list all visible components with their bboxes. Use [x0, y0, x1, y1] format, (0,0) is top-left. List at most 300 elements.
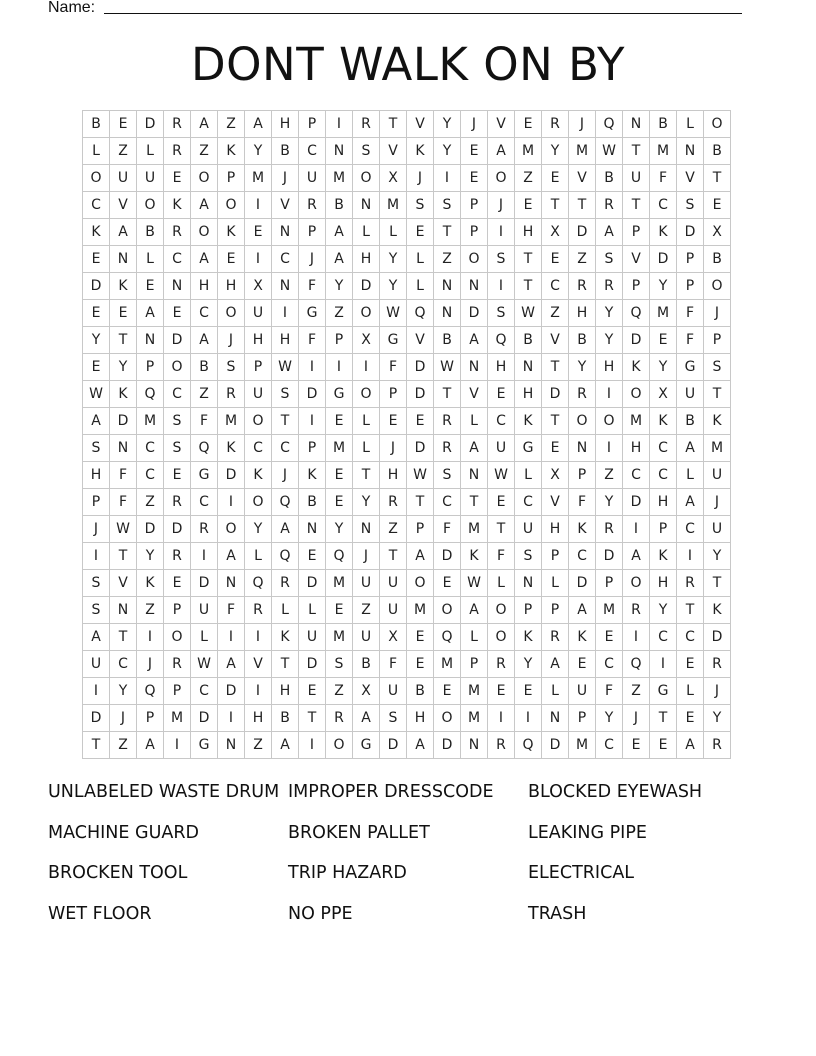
grid-cell: K: [110, 381, 137, 408]
grid-cell: P: [299, 219, 326, 246]
grid-cell: L: [461, 408, 488, 435]
grid-cell: E: [704, 192, 731, 219]
grid-cell: L: [299, 597, 326, 624]
grid-cell: H: [218, 273, 245, 300]
grid-cell: N: [353, 516, 380, 543]
grid-cell: C: [650, 624, 677, 651]
grid-cell: I: [218, 624, 245, 651]
grid-cell: N: [623, 111, 650, 138]
grid-cell: C: [515, 489, 542, 516]
grid-cell: R: [623, 597, 650, 624]
grid-cell: N: [272, 219, 299, 246]
grid-cell: G: [515, 435, 542, 462]
grid-cell: N: [515, 570, 542, 597]
grid-cell: V: [623, 246, 650, 273]
grid-cell: H: [191, 273, 218, 300]
grid-cell: L: [407, 246, 434, 273]
grid-cell: E: [434, 570, 461, 597]
grid-cell: N: [137, 327, 164, 354]
grid-cell: N: [110, 246, 137, 273]
grid-cell: P: [137, 705, 164, 732]
grid-cell: Y: [110, 678, 137, 705]
word-list-item: BROCKEN TOOL: [48, 863, 188, 883]
grid-cell: P: [650, 516, 677, 543]
grid-cell: E: [650, 732, 677, 759]
grid-cell: E: [488, 381, 515, 408]
grid-cell: A: [83, 624, 110, 651]
grid-cell: I: [83, 543, 110, 570]
grid-cell: D: [434, 543, 461, 570]
grid-cell: H: [488, 354, 515, 381]
grid-cell: H: [380, 462, 407, 489]
grid-cell: X: [704, 219, 731, 246]
grid-cell: L: [677, 678, 704, 705]
grid-cell: T: [569, 192, 596, 219]
grid-cell: R: [596, 516, 623, 543]
grid-cell: M: [218, 408, 245, 435]
grid-cell: E: [569, 651, 596, 678]
grid-cell: E: [407, 219, 434, 246]
grid-cell: E: [299, 678, 326, 705]
grid-cell: O: [326, 732, 353, 759]
grid-cell: V: [677, 165, 704, 192]
grid-cell: Y: [434, 111, 461, 138]
grid-cell: I: [326, 111, 353, 138]
grid-cell: C: [83, 192, 110, 219]
grid-cell: J: [407, 165, 434, 192]
grid-cell: M: [515, 138, 542, 165]
grid-cell: O: [488, 165, 515, 192]
grid-cell: R: [434, 408, 461, 435]
grid-cell: W: [515, 300, 542, 327]
grid-cell: Z: [542, 300, 569, 327]
grid-cell: I: [191, 543, 218, 570]
grid-cell: L: [542, 570, 569, 597]
grid-cell: M: [407, 597, 434, 624]
grid-cell: P: [461, 219, 488, 246]
grid-cell: N: [353, 192, 380, 219]
grid-cell: A: [137, 732, 164, 759]
grid-cell: D: [542, 381, 569, 408]
grid-cell: Y: [353, 489, 380, 516]
grid-cell: Y: [245, 516, 272, 543]
grid-cell: T: [461, 489, 488, 516]
grid-cell: D: [191, 570, 218, 597]
grid-cell: D: [110, 408, 137, 435]
grid-cell: N: [110, 597, 137, 624]
grid-cell: B: [677, 408, 704, 435]
grid-cell: X: [353, 327, 380, 354]
grid-cell: J: [704, 489, 731, 516]
grid-cell: O: [353, 165, 380, 192]
grid-cell: D: [677, 219, 704, 246]
grid-cell: E: [542, 165, 569, 192]
grid-cell: I: [245, 624, 272, 651]
grid-cell: R: [191, 516, 218, 543]
word-list-item: UNLABELED WASTE DRUM: [48, 782, 280, 802]
grid-cell: I: [218, 489, 245, 516]
grid-cell: Q: [191, 435, 218, 462]
grid-cell: A: [191, 246, 218, 273]
grid-cell: Y: [380, 246, 407, 273]
grid-cell: E: [434, 678, 461, 705]
grid-cell: T: [407, 489, 434, 516]
grid-cell: L: [83, 138, 110, 165]
grid-cell: E: [515, 678, 542, 705]
grid-cell: F: [299, 327, 326, 354]
grid-cell: T: [434, 381, 461, 408]
grid-cell: F: [650, 165, 677, 192]
grid-cell: E: [623, 732, 650, 759]
grid-cell: E: [137, 273, 164, 300]
grid-cell: C: [272, 435, 299, 462]
grid-cell: Z: [191, 381, 218, 408]
grid-cell: A: [191, 327, 218, 354]
grid-cell: O: [704, 273, 731, 300]
grid-cell: D: [353, 273, 380, 300]
grid-cell: K: [137, 570, 164, 597]
grid-cell: U: [299, 165, 326, 192]
grid-cell: R: [218, 381, 245, 408]
grid-cell: C: [650, 435, 677, 462]
grid-cell: N: [515, 354, 542, 381]
grid-cell: H: [272, 678, 299, 705]
grid-cell: P: [164, 678, 191, 705]
grid-cell: Q: [434, 624, 461, 651]
grid-cell: L: [677, 462, 704, 489]
grid-cell: P: [461, 651, 488, 678]
grid-cell: R: [704, 732, 731, 759]
grid-cell: A: [272, 732, 299, 759]
grid-cell: F: [110, 489, 137, 516]
grid-cell: W: [272, 354, 299, 381]
grid-cell: T: [83, 732, 110, 759]
grid-cell: I: [245, 678, 272, 705]
grid-cell: M: [623, 408, 650, 435]
grid-cell: U: [245, 300, 272, 327]
grid-cell: M: [650, 300, 677, 327]
grid-cell: V: [110, 570, 137, 597]
grid-cell: M: [380, 192, 407, 219]
grid-cell: Y: [542, 138, 569, 165]
grid-cell: Q: [515, 732, 542, 759]
grid-cell: I: [299, 354, 326, 381]
grid-cell: W: [191, 651, 218, 678]
grid-cell: I: [488, 219, 515, 246]
grid-cell: C: [110, 651, 137, 678]
grid-cell: I: [623, 624, 650, 651]
grid-cell: W: [407, 462, 434, 489]
grid-cell: M: [704, 435, 731, 462]
grid-cell: S: [83, 435, 110, 462]
grid-cell: E: [515, 111, 542, 138]
grid-cell: R: [488, 732, 515, 759]
grid-cell: A: [407, 543, 434, 570]
grid-cell: L: [407, 273, 434, 300]
grid-cell: P: [596, 570, 623, 597]
grid-cell: Q: [137, 678, 164, 705]
grid-cell: Y: [434, 138, 461, 165]
grid-cell: C: [677, 516, 704, 543]
grid-cell: D: [569, 219, 596, 246]
grid-cell: H: [83, 462, 110, 489]
grid-cell: A: [461, 597, 488, 624]
grid-cell: Z: [434, 246, 461, 273]
grid-cell: E: [326, 462, 353, 489]
grid-cell: W: [83, 381, 110, 408]
grid-cell: C: [191, 489, 218, 516]
grid-cell: B: [704, 138, 731, 165]
grid-cell: X: [380, 624, 407, 651]
grid-cell: O: [353, 300, 380, 327]
grid-cell: X: [650, 381, 677, 408]
grid-cell: J: [272, 462, 299, 489]
grid-cell: F: [677, 300, 704, 327]
grid-cell: Z: [137, 489, 164, 516]
grid-cell: J: [218, 327, 245, 354]
grid-cell: M: [326, 435, 353, 462]
grid-cell: D: [299, 570, 326, 597]
grid-cell: K: [218, 219, 245, 246]
grid-cell: Y: [245, 138, 272, 165]
grid-cell: J: [488, 192, 515, 219]
grid-cell: S: [272, 381, 299, 408]
grid-cell: E: [461, 165, 488, 192]
grid-cell: J: [110, 705, 137, 732]
grid-cell: A: [191, 111, 218, 138]
grid-cell: R: [299, 192, 326, 219]
grid-cell: E: [488, 678, 515, 705]
word-list-item: LEAKING PIPE: [528, 822, 647, 843]
grid-cell: T: [515, 246, 542, 273]
name-field-row: [48, 0, 742, 18]
grid-cell: Y: [326, 273, 353, 300]
grid-cell: B: [515, 327, 542, 354]
grid-cell: E: [110, 111, 137, 138]
word-list-item: IMPROPER DRESSCODE: [288, 782, 494, 802]
grid-cell: V: [110, 192, 137, 219]
grid-cell: E: [83, 300, 110, 327]
grid-cell: N: [218, 732, 245, 759]
grid-cell: L: [353, 219, 380, 246]
grid-cell: Z: [569, 246, 596, 273]
grid-cell: P: [407, 516, 434, 543]
grid-cell: K: [704, 408, 731, 435]
grid-cell: K: [164, 192, 191, 219]
grid-cell: K: [569, 624, 596, 651]
grid-cell: K: [299, 462, 326, 489]
word-list-item: BLOCKED EYEWASH: [528, 782, 703, 802]
grid-cell: E: [299, 543, 326, 570]
grid-cell: A: [218, 543, 245, 570]
grid-cell: B: [272, 138, 299, 165]
grid-cell: I: [245, 192, 272, 219]
grid-cell: K: [623, 354, 650, 381]
grid-cell: S: [83, 597, 110, 624]
grid-cell: D: [164, 327, 191, 354]
grid-cell: U: [569, 678, 596, 705]
grid-cell: E: [326, 489, 353, 516]
grid-cell: J: [353, 543, 380, 570]
grid-cell: L: [245, 543, 272, 570]
grid-cell: O: [488, 624, 515, 651]
grid-cell: P: [677, 273, 704, 300]
grid-cell: A: [245, 111, 272, 138]
grid-cell: O: [407, 570, 434, 597]
grid-cell: A: [218, 651, 245, 678]
grid-cell: N: [272, 273, 299, 300]
grid-cell: Y: [596, 489, 623, 516]
grid-cell: K: [515, 624, 542, 651]
grid-cell: U: [299, 624, 326, 651]
grid-cell: I: [596, 435, 623, 462]
grid-cell: D: [164, 516, 191, 543]
grid-cell: T: [299, 705, 326, 732]
grid-cell: D: [218, 678, 245, 705]
grid-cell: N: [461, 273, 488, 300]
grid-cell: L: [353, 435, 380, 462]
grid-cell: R: [704, 651, 731, 678]
grid-cell: Z: [218, 111, 245, 138]
grid-cell: J: [623, 705, 650, 732]
grid-cell: T: [677, 597, 704, 624]
grid-cell: F: [677, 327, 704, 354]
grid-cell: Y: [650, 597, 677, 624]
grid-cell: J: [137, 651, 164, 678]
grid-cell: P: [623, 219, 650, 246]
grid-cell: U: [488, 435, 515, 462]
grid-cell: R: [164, 138, 191, 165]
grid-cell: H: [623, 435, 650, 462]
grid-cell: K: [245, 462, 272, 489]
grid-cell: O: [218, 192, 245, 219]
grid-cell: P: [677, 246, 704, 273]
grid-cell: N: [542, 705, 569, 732]
grid-cell: A: [272, 516, 299, 543]
grid-cell: I: [299, 732, 326, 759]
grid-cell: G: [353, 732, 380, 759]
word-list-item: NO PPE: [288, 903, 353, 924]
grid-cell: P: [542, 597, 569, 624]
grid-cell: V: [488, 111, 515, 138]
grid-cell: A: [353, 705, 380, 732]
grid-cell: O: [434, 705, 461, 732]
grid-cell: T: [623, 192, 650, 219]
grid-cell: F: [299, 273, 326, 300]
grid-cell: D: [407, 381, 434, 408]
grid-cell: B: [137, 219, 164, 246]
grid-cell: X: [380, 165, 407, 192]
grid-cell: M: [326, 624, 353, 651]
grid-cell: Y: [326, 516, 353, 543]
grid-cell: Y: [704, 705, 731, 732]
grid-cell: J: [704, 678, 731, 705]
grid-cell: E: [245, 219, 272, 246]
grid-cell: S: [218, 354, 245, 381]
grid-cell: R: [542, 624, 569, 651]
grid-cell: P: [326, 327, 353, 354]
grid-cell: O: [191, 165, 218, 192]
grid-cell: A: [461, 435, 488, 462]
grid-cell: U: [380, 570, 407, 597]
grid-cell: A: [596, 219, 623, 246]
grid-cell: V: [272, 192, 299, 219]
grid-cell: E: [164, 300, 191, 327]
grid-cell: M: [569, 732, 596, 759]
grid-cell: U: [83, 651, 110, 678]
grid-cell: O: [245, 489, 272, 516]
grid-cell: H: [245, 327, 272, 354]
grid-cell: O: [596, 408, 623, 435]
grid-cell: M: [245, 165, 272, 192]
grid-cell: W: [110, 516, 137, 543]
grid-cell: C: [623, 462, 650, 489]
word-list-item: TRASH: [528, 903, 587, 924]
grid-cell: H: [407, 705, 434, 732]
grid-cell: O: [461, 246, 488, 273]
grid-cell: E: [164, 570, 191, 597]
grid-cell: H: [650, 489, 677, 516]
grid-cell: O: [245, 408, 272, 435]
grid-cell: B: [650, 111, 677, 138]
grid-cell: H: [515, 381, 542, 408]
grid-cell: E: [488, 489, 515, 516]
grid-cell: V: [245, 651, 272, 678]
grid-cell: C: [191, 678, 218, 705]
grid-cell: F: [218, 597, 245, 624]
grid-cell: P: [299, 435, 326, 462]
grid-cell: A: [326, 246, 353, 273]
grid-cell: O: [488, 597, 515, 624]
grid-cell: V: [542, 327, 569, 354]
grid-cell: Q: [596, 111, 623, 138]
grid-cell: B: [569, 327, 596, 354]
grid-cell: T: [110, 327, 137, 354]
grid-cell: Q: [272, 543, 299, 570]
grid-cell: J: [704, 300, 731, 327]
grid-cell: Y: [704, 543, 731, 570]
grid-cell: E: [164, 165, 191, 192]
grid-cell: S: [677, 192, 704, 219]
grid-cell: K: [515, 408, 542, 435]
grid-cell: V: [461, 381, 488, 408]
grid-cell: S: [434, 192, 461, 219]
grid-cell: Y: [596, 327, 623, 354]
grid-cell: R: [542, 111, 569, 138]
grid-cell: T: [623, 138, 650, 165]
grid-cell: C: [488, 408, 515, 435]
grid-cell: H: [542, 516, 569, 543]
grid-cell: R: [569, 273, 596, 300]
grid-cell: O: [623, 570, 650, 597]
grid-cell: O: [83, 165, 110, 192]
grid-cell: W: [434, 354, 461, 381]
grid-cell: R: [164, 543, 191, 570]
grid-cell: L: [353, 408, 380, 435]
grid-cell: T: [704, 165, 731, 192]
grid-cell: Z: [137, 597, 164, 624]
grid-cell: Q: [245, 570, 272, 597]
name-blank-line: [104, 13, 742, 14]
grid-cell: D: [434, 732, 461, 759]
grid-cell: D: [299, 651, 326, 678]
grid-cell: N: [326, 138, 353, 165]
grid-cell: M: [137, 408, 164, 435]
grid-cell: Z: [191, 138, 218, 165]
grid-cell: N: [677, 138, 704, 165]
grid-cell: T: [515, 273, 542, 300]
grid-cell: O: [704, 111, 731, 138]
